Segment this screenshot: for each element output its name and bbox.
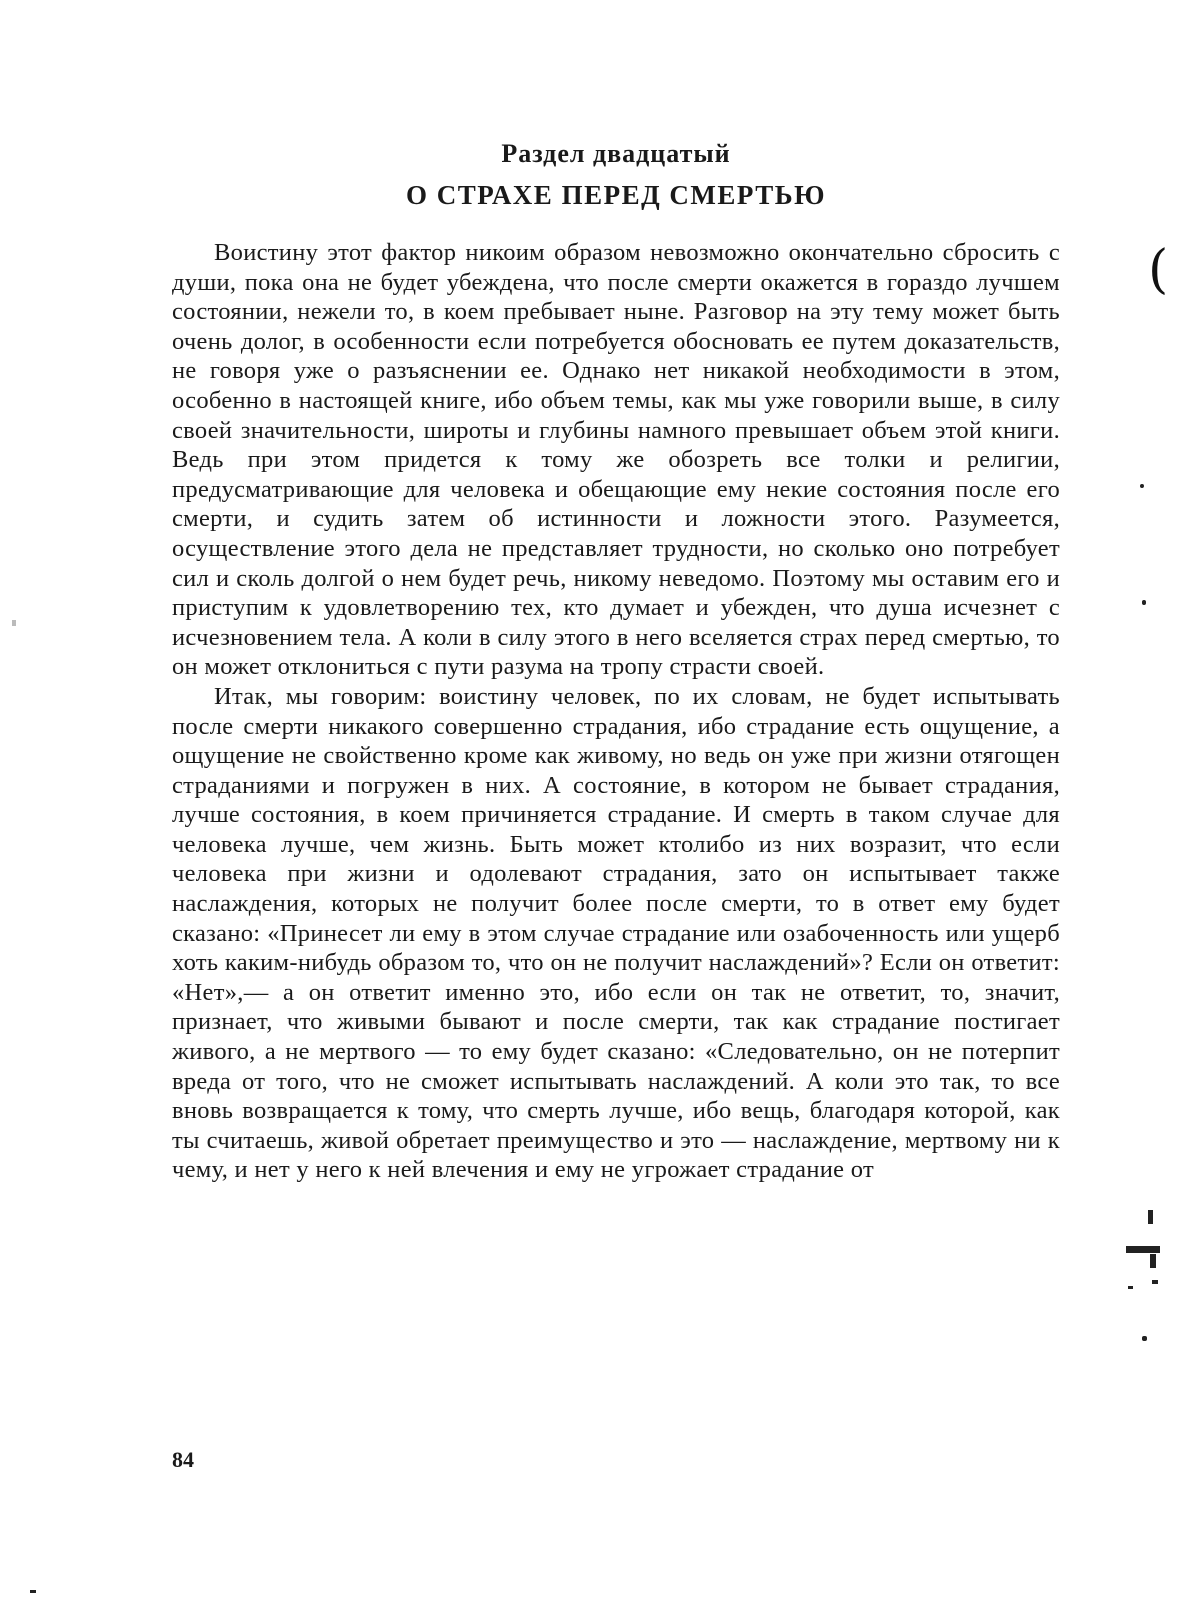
margin-dot xyxy=(1142,1336,1147,1341)
paragraph-1: Воистину этот фактор никоим образом невозможно окончательно сбросить с души, пока она не будет убеждена, что после смерти окажется в гораздо лучшем состоянии, нежели то, в коем пребывает ныне. Разговор на эту тему может быть очень долог, в особенности если потребуется обосновать ее путем доказательств, не говоря уже о разъяснении ее. Однако нет никакой необходимости в этом, особенно в настоящей книге, ибо объем темы, как мы уже говорили выше, в силу своей значительности, широты и глубины намного превышает объем этой книги. Ведь при этом придется к тому же обозреть все толки и религии, предусматривающие для человека и обещающие ему некие состояния после его смерти, и судить затем об истинности и ложности этого. Разумеется, осуществление этого дела не представляет трудности, но сколько оно потребует сил и сколь долгой о нем будет речь, никому неведомо. Поэтому мы оставим его и приступим к удовлетворению тех, кто думает и убежден, что душа исчезнет с исчезновением тела. А коли в силу этого в него вселяется страх перед смертью, то он может отклониться с пути разума на тропу страсти своей. xyxy=(172,239,1060,681)
margin-dot xyxy=(1140,484,1144,488)
paragraph-2: Итак, мы говорим: воистину человек, по их словам, не будет испытывать после смерти никакого совершенно страдания, ибо страдание есть ощущение, а ощущение не свойственно кроме как живому, но ведь он уже при жизни отягощен страданиями и погружен в них. А состояние, в котором не бывает страдания, лучше состояния, в коем причиняется страдание. И смерть в таком случае для человека лучше, чем жизнь. Быть может ктолибо из них возразит, что если человека при жизни и одолевают страдания, зато он испытывает также наслаждения, которых не получит более после смерти, то в ответ ему будет сказано: «Принесет ли ему в этом случае страдание или озабоченность или ущерб хоть каким-нибудь образом то, что он не получит наслаждений»? Если он ответит: «Нет»,— а он ответит именно это, ибо если он так не ответит, то, значит, признает, что живыми бывают и после смерти, так как страдание постигает живого, а не мертвого — то ему будет сказано: «Следовательно, он не потерпит вреда от того, что не сможет испытывать наслаждений. А коли это так, то все вновь возвращается к тому, что смерть лучше, ибо вещь, благодаря которой, как ты считаешь, живой обретает преимущество и это — наслаждение, мертвому ни к чему, и нет у него к ней влечения и ему не угрожает страдание от xyxy=(172,682,1060,1184)
page-body xyxy=(172,138,1060,1185)
margin-dash xyxy=(1150,1254,1156,1268)
margin-dash xyxy=(1126,1246,1160,1253)
margin-dot xyxy=(30,1590,36,1593)
section-label: Раздел двадцатый xyxy=(501,139,731,168)
margin-bracket-mark: ( xyxy=(1148,240,1169,300)
margin-dot xyxy=(12,620,16,626)
margin-dash xyxy=(1148,1210,1153,1224)
margin-dot xyxy=(1128,1286,1133,1289)
margin-dot xyxy=(1142,600,1146,605)
chapter-title: О СТРАХЕ ПЕРЕД СМЕРТЬЮ xyxy=(406,180,826,210)
page-number: 84 xyxy=(172,1447,194,1472)
margin-dot xyxy=(1152,1280,1158,1284)
